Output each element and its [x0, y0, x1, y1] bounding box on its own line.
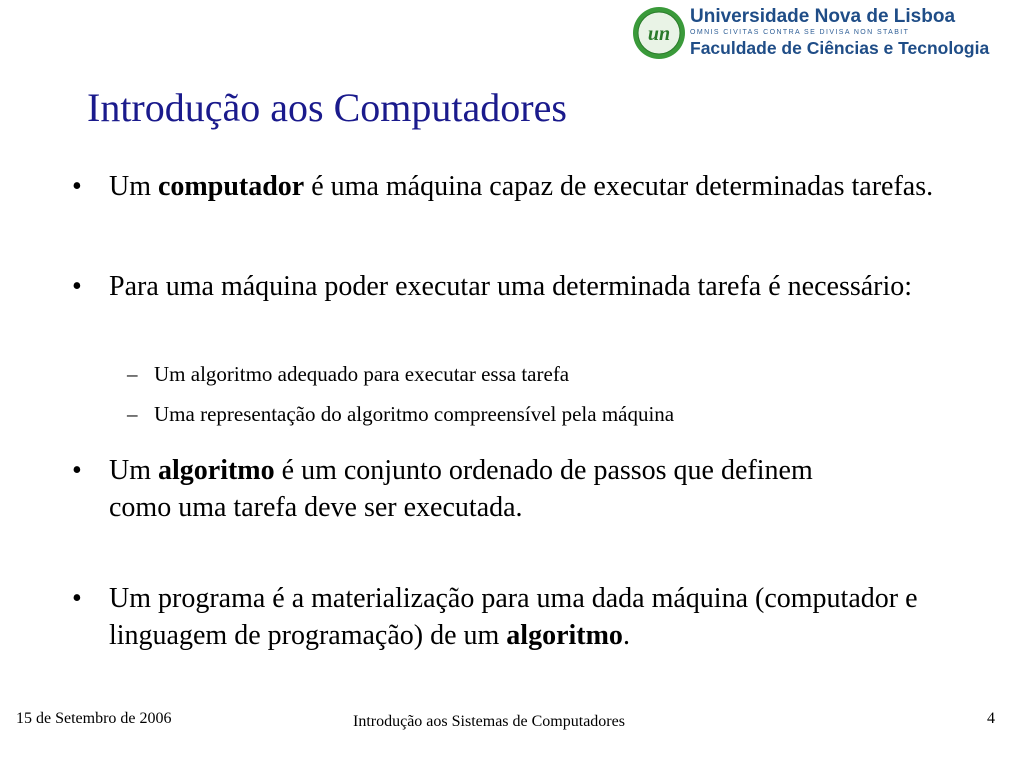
- sub-item: [127, 360, 957, 388]
- bold-term: algoritmo: [158, 455, 275, 486]
- university-seal-icon: [632, 6, 686, 60]
- bold-term: computador: [158, 171, 305, 202]
- bullet-item: [72, 580, 960, 654]
- bullet-dot: •: [72, 583, 82, 614]
- bullet-text: Para uma máquina poder executar uma determinada tarefa é necessário:: [109, 271, 913, 302]
- sub-dash: –: [127, 362, 138, 386]
- faculty-name: Faculdade de Ciências e Tecnologia: [690, 38, 990, 58]
- bullet-text: Um computador é uma máquina capaz de executar determinadas tarefas.: [109, 171, 934, 202]
- bullet-item: [72, 168, 960, 205]
- bullet-item: [72, 268, 960, 305]
- sub-dash: –: [127, 402, 138, 426]
- bullet-item: [72, 452, 960, 526]
- bullet-dot: •: [72, 455, 82, 486]
- bold-term: algoritmo: [506, 620, 623, 651]
- sub-item-text: Um algoritmo adequado para executar essa tarefa: [154, 362, 570, 386]
- svg-text:un: un: [647, 23, 671, 45]
- sub-item-text: Uma representação do algoritmo compreensível pela máquina: [154, 402, 675, 426]
- logo-text: [690, 4, 1020, 62]
- university-motto: OMNIS CIVITAS CONTRA SE DIVISA NON STABIT: [690, 29, 910, 36]
- bullet-dot: •: [72, 171, 82, 202]
- sub-item: [127, 400, 957, 428]
- bullet-text: Um algoritmo é um conjunto ordenado de passos que definem como uma tarefa deve ser executada.: [109, 455, 813, 523]
- footer-date: 15 de Setembro de 2006: [16, 710, 172, 727]
- university-name: Universidade Nova de Lisboa: [690, 6, 956, 27]
- footer-page-number: 4: [987, 710, 995, 727]
- bullet-text: Um programa é a materialização para uma dada máquina (computador e linguagem de programação) de um algoritmo.: [109, 583, 918, 651]
- university-logo: [632, 4, 1020, 62]
- bullet-dot: •: [72, 271, 82, 302]
- footer-course: Introdução aos Sistemas de Computadores: [353, 713, 625, 730]
- slide-title: Introdução aos Computadores: [87, 85, 567, 130]
